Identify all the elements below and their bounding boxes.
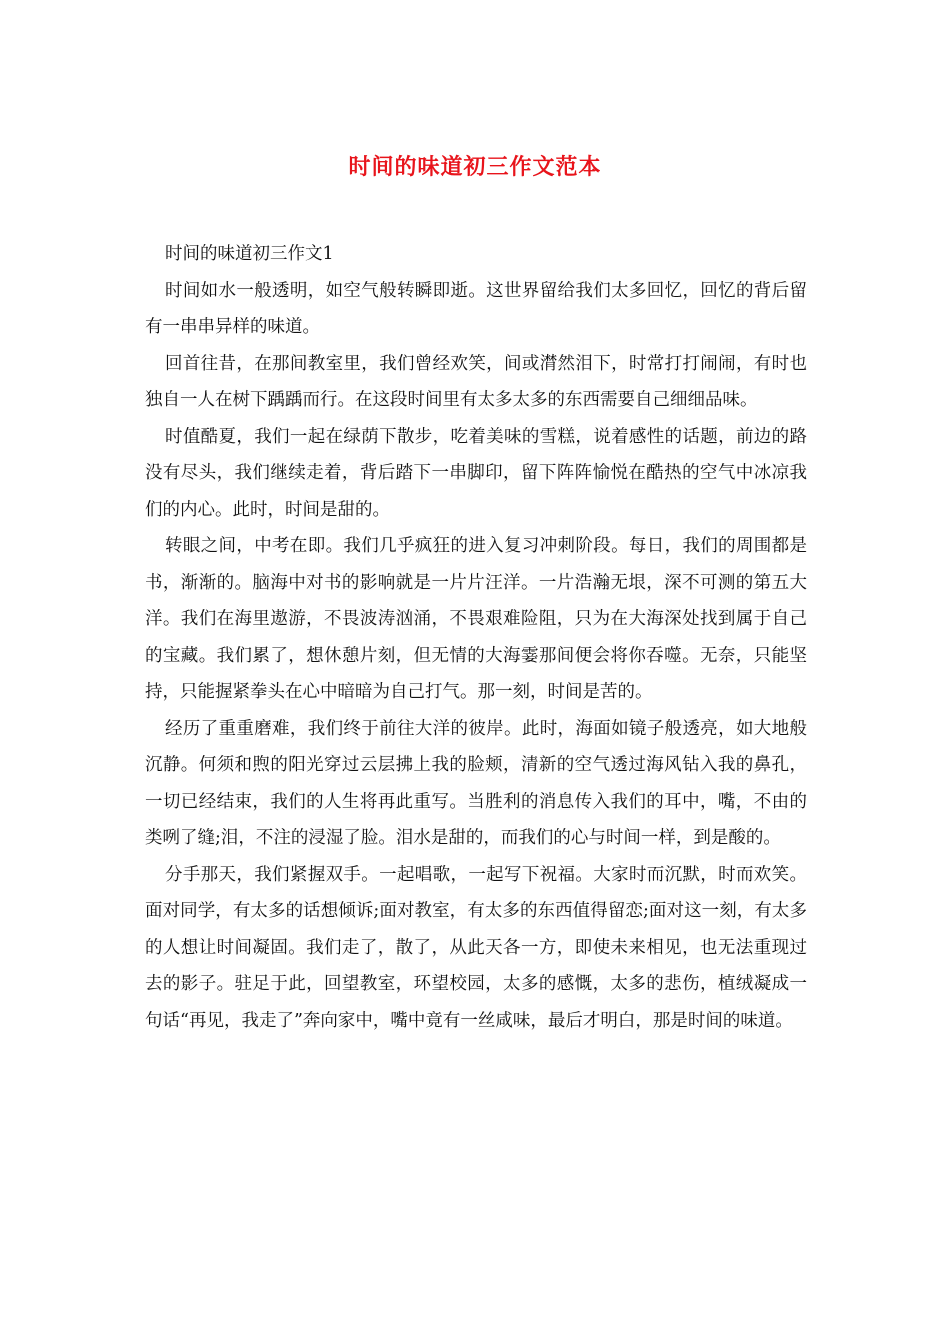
paragraph: 时值酷夏，我们一起在绿荫下散步，吃着美味的雪糕，说着感性的话题，前边的路没有尽头，我们继续走着，背后踏下一串脚印，留下阵阵愉悦在酷热的空气中冰凉我们的内心。此时，时间是甜的。 <box>145 426 807 520</box>
paragraph: 回首往昔，在那间教室里，我们曾经欢笑，间或潸然泪下，时常打打闹闹，有时也独自一人在树下踽踽而行。在这段时间里有太多太多的东西需要自己细细品味。 <box>145 353 807 410</box>
paragraph: 经历了重重磨难，我们终于前往大洋的彼岸。此时，海面如镜子般透亮，如大地般沉静。何须和煦的阳光穿过云层拂上我的脸颊，清新的空气透过海风钻入我的鼻孔，一切已经结束，我们的人生将再此重写。当胜利的消息传入我们的耳中，嘴，不由的类咧了缝;泪，不注的浸湿了脸。泪水是甜的，而我们的心与时间一样，到是酸的。 <box>145 718 807 848</box>
paragraph: 时间如水一般透明，如空气般转瞬即逝。这世界留给我们太多回忆，回忆的背后留有一串串异样的味道。 <box>145 280 807 337</box>
section-heading: 时间的味道初三作文1 <box>165 244 334 264</box>
paragraph: 转眼之间，中考在即。我们几乎疯狂的进入复习冲刺阶段。每日，我们的周围都是书，渐渐的。脑海中对书的影响就是一片片汪洋。一片浩瀚无垠，深不可测的第五大洋。我们在海里遨游，不畏波涛汹涌，不畏艰难险阻，只为在大海深处找到属于自己的宝藏。我们累了，想休憩片刻，但无情的大海霎那间便会将你吞噬。无奈，只能坚持，只能握紧拳头在心中暗暗为自己打气。那一刻，时间是苦的。 <box>145 536 807 702</box>
paragraph: 分手那天，我们紧握双手。一起唱歌，一起写下祝福。大家时而沉默，时而欢笑。面对同学，有太多的话想倾诉;面对教室，有太多的东西值得留恋;面对这一刻，有太多的人想让时间凝固。我们走了，散了，从此天各一方，即使未来相见，也无法重现过去的影子。驻足于此，回望教室，环望校园，太多的感慨，太多的悲伤，植绒凝成一句话“再见，我走了”奔向家中，嘴中竟有一丝咸味，最后才明白，那是时间的味道。 <box>145 864 807 1031</box>
document-body <box>145 236 807 1039</box>
document-title: 时间的味道初三作文范本 <box>348 154 602 180</box>
